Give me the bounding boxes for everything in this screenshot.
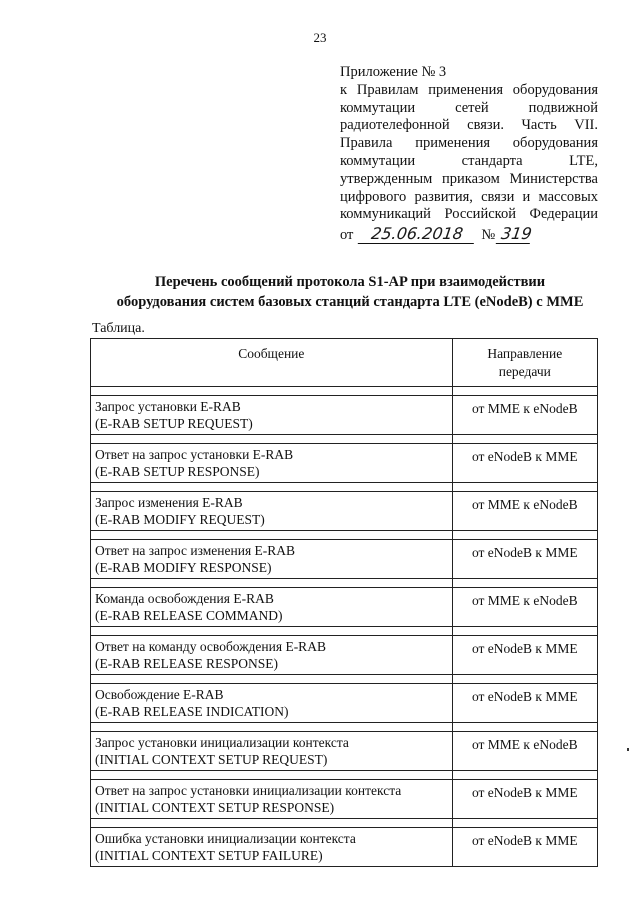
- direction-cell: от MME к eNodeB: [452, 588, 597, 627]
- spacer-cell: [452, 579, 597, 588]
- message-name-ru: Ответ на запрос установки E-RAB: [95, 447, 294, 462]
- message-name-en: (E-RAB SETUP REQUEST): [95, 415, 253, 431]
- appendix-block: [340, 64, 598, 245]
- direction-cell: от eNodeB к MME: [452, 828, 597, 867]
- message-name-en: (E-RAB SETUP RESPONSE): [95, 463, 260, 479]
- message-cell: [91, 588, 453, 627]
- message-name-en: (INITIAL CONTEXT SETUP REQUEST): [95, 751, 328, 767]
- spacer-cell: [452, 723, 597, 732]
- message-cell: [91, 780, 453, 819]
- spacer-cell: [91, 819, 453, 828]
- direction-cell: от eNodeB к MME: [452, 444, 597, 483]
- page-number: 23: [313, 30, 327, 45]
- spacer-cell: [452, 627, 597, 636]
- appendix-line: коммутации сетей подвижной: [340, 99, 598, 116]
- table-row: [91, 540, 598, 579]
- margin-mark: [627, 748, 629, 751]
- appendix-line: Приложение № 3: [340, 64, 447, 80]
- title-line-1: Перечень сообщений протокола S1-AP при взаимодействии: [154, 274, 546, 290]
- message-cell: [91, 540, 453, 579]
- table-row: [91, 396, 598, 435]
- spacer-cell: [91, 723, 453, 732]
- appendix-line: коммуникаций Российской Федерации: [340, 206, 598, 223]
- message-name-en: (E-RAB RELEASE INDICATION): [95, 703, 289, 719]
- message-cell: [91, 396, 453, 435]
- message-name-en: (E-RAB MODIFY RESPONSE): [95, 559, 272, 575]
- appendix-line: коммутации стандарта LTE,: [340, 152, 598, 169]
- date-prefix: от: [340, 227, 354, 244]
- message-name-ru: Запрос изменения E-RAB: [95, 495, 243, 510]
- header-direction-line-2: передачи: [498, 364, 551, 379]
- table-row: [91, 636, 598, 675]
- table-row-spacer: [91, 531, 598, 540]
- message-cell: [91, 444, 453, 483]
- direction-cell: от eNodeB к MME: [452, 636, 597, 675]
- message-cell: [91, 492, 453, 531]
- message-name-en: (INITIAL CONTEXT SETUP RESPONSE): [95, 799, 335, 815]
- table-row-spacer: [91, 579, 598, 588]
- appendix-line: Правила применения оборудования: [340, 135, 598, 152]
- handwritten-number: 319: [496, 226, 533, 244]
- table-row-spacer: [91, 435, 598, 444]
- direction-cell: от MME к eNodeB: [452, 492, 597, 531]
- spacer-cell: [91, 675, 453, 684]
- table-row-spacer: [91, 771, 598, 780]
- header-direction: [452, 339, 597, 387]
- message-cell: [91, 684, 453, 723]
- table-row-spacer: [91, 627, 598, 636]
- table-header-row: [91, 339, 598, 387]
- direction-cell: от eNodeB к MME: [452, 540, 597, 579]
- spacer-cell: [452, 531, 597, 540]
- spacer-cell: [91, 435, 453, 444]
- spacer-cell: [91, 531, 453, 540]
- table-row-spacer: [91, 675, 598, 684]
- direction-cell: от eNodeB к MME: [452, 780, 597, 819]
- header-message: Сообщение: [91, 339, 453, 387]
- message-cell: [91, 636, 453, 675]
- message-name-ru: Запрос установки инициализации контекста: [95, 735, 349, 750]
- message-cell: [91, 828, 453, 867]
- header-direction-line-1: Направление: [487, 346, 563, 361]
- messages-table: [90, 338, 598, 867]
- spacer-cell: [452, 435, 597, 444]
- message-name-ru: Команда освобождения E-RAB: [95, 591, 274, 606]
- message-cell: [91, 732, 453, 771]
- spacer-cell: [452, 387, 597, 396]
- spacer-cell: [91, 579, 453, 588]
- table-row: [91, 444, 598, 483]
- message-name-ru: Ответ на запрос изменения E-RAB: [95, 543, 296, 558]
- spacer-cell: [452, 483, 597, 492]
- message-name-ru: Ошибка установки инициализации контекста: [95, 831, 356, 846]
- spacer-cell: [91, 483, 453, 492]
- table-row: [91, 828, 598, 867]
- spacer-cell: [452, 819, 597, 828]
- spacer-cell: [91, 771, 453, 780]
- appendix-line: цифрового развития, связи и массовых: [340, 188, 598, 205]
- table-row: [91, 492, 598, 531]
- table-row-spacer: [91, 387, 598, 396]
- message-name-en: (E-RAB RELEASE COMMAND): [95, 607, 283, 623]
- table-row: [91, 732, 598, 771]
- spacer-cell: [91, 387, 453, 396]
- message-name-ru: Запрос установки E-RAB: [95, 399, 241, 414]
- message-name-en: (INITIAL CONTEXT SETUP FAILURE): [95, 847, 323, 863]
- document-title: [60, 272, 640, 312]
- appendix-line: утвержденным приказом Министерства: [340, 170, 598, 187]
- direction-cell: от eNodeB к MME: [452, 684, 597, 723]
- direction-cell: от MME к eNodeB: [452, 396, 597, 435]
- spacer-cell: [452, 675, 597, 684]
- direction-cell: от MME к eNodeB: [452, 732, 597, 771]
- message-name-ru: Освобождение E-RAB: [95, 687, 224, 702]
- table-row: [91, 684, 598, 723]
- number-prefix: №: [481, 227, 496, 244]
- table-row-spacer: [91, 723, 598, 732]
- table-row: [91, 780, 598, 819]
- table-body: [91, 387, 598, 867]
- order-date-line: [340, 226, 598, 245]
- table-row-spacer: [91, 483, 598, 492]
- title-line-2: оборудования систем базовых станций стандарта LTE (eNodeB) с MME: [116, 294, 584, 310]
- table-row: [91, 588, 598, 627]
- message-name-en: (E-RAB RELEASE RESPONSE): [95, 655, 279, 671]
- table-row-spacer: [91, 819, 598, 828]
- table-label: Таблица.: [92, 321, 145, 336]
- handwritten-date: 25.06.2018: [358, 226, 477, 244]
- message-name-en: (E-RAB MODIFY REQUEST): [95, 511, 265, 527]
- appendix-line: к Правилам применения оборудования: [340, 81, 598, 98]
- spacer-cell: [452, 771, 597, 780]
- message-name-ru: Ответ на запрос установки инициализации контекста: [95, 783, 402, 798]
- appendix-line: радиотелефонной связи. Часть VII.: [340, 117, 598, 134]
- message-name-ru: Ответ на команду освобождения E-RAB: [95, 639, 326, 654]
- spacer-cell: [91, 627, 453, 636]
